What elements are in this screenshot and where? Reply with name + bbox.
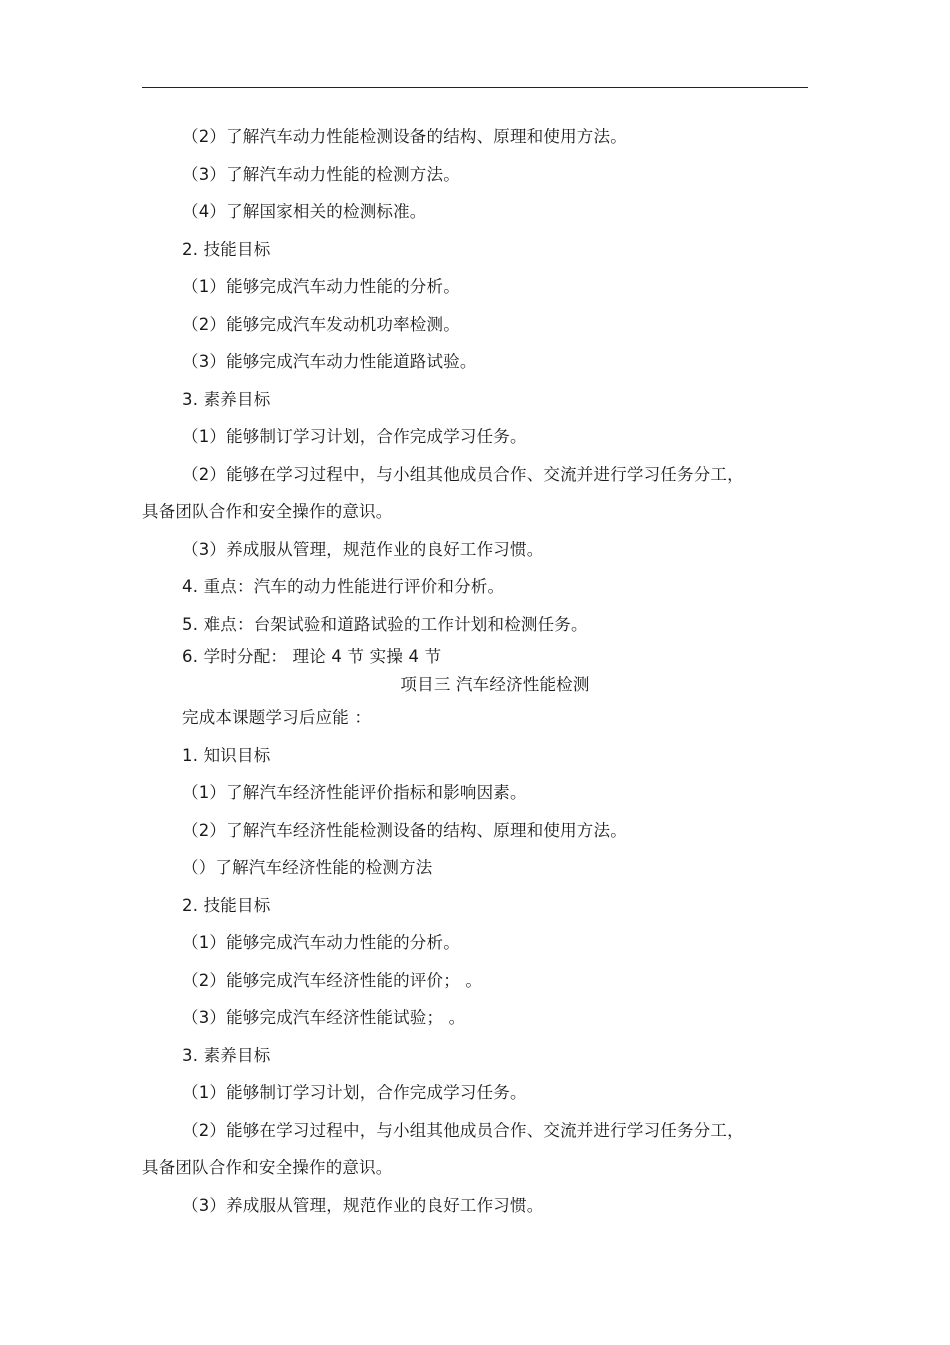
text-line: （3）能够完成汽车经济性能试验； 。	[182, 1008, 466, 1027]
text-line: （1）能够制订学习计划，合作完成学习任务。	[182, 427, 527, 446]
text-line: 2. 技能目标	[182, 239, 271, 259]
text-line: （2）了解汽车动力性能检测设备的结构、原理和使用方法。	[182, 127, 627, 146]
text-line: （2）能够在学习过程中，与小组其他成员合作、交流并进行学习任务分工，	[182, 1120, 744, 1140]
text-line: （3）养成服从管理，规范作业的良好工作习惯。	[182, 539, 544, 559]
text-line: （1）能够完成汽车动力性能的分析。	[182, 277, 460, 296]
text-line: 2. 技能目标	[182, 895, 271, 915]
text-line: （1）能够完成汽车动力性能的分析。	[182, 933, 460, 952]
text-line: （2）了解汽车经济性能检测设备的结构、原理和使用方法。	[182, 820, 627, 840]
text-line: 6. 学时分配： 理论 4 节 实操 4 节	[182, 647, 442, 666]
text-line: （）了解汽车经济性能的检测方法	[182, 858, 433, 877]
text-line: 项目三 汽车经济性能检测	[400, 675, 590, 694]
header-rule	[142, 87, 808, 88]
document-body	[142, 118, 808, 1224]
text-line: 具备团队合作和安全操作的意识。	[142, 502, 393, 521]
text-line: 1. 知识目标	[182, 745, 271, 765]
text-line: 具备团队合作和安全操作的意识。	[142, 1158, 393, 1177]
text-line: （3）了解汽车动力性能的检测方法。	[182, 164, 460, 184]
text-line: 3. 素养目标	[182, 389, 271, 409]
text-line: （1）能够制订学习计划，合作完成学习任务。	[182, 1083, 527, 1102]
text-line: （3）能够完成汽车动力性能道路试验。	[182, 352, 477, 371]
text-line: 5. 难点：台架试验和道路试验的工作计划和检测任务。	[182, 614, 588, 634]
text-line: 3. 素养目标	[182, 1045, 271, 1065]
text-line: （2）能够完成汽车发动机功率检测。	[182, 314, 460, 334]
text-line: 完成本课题学习后应能 ：	[182, 708, 372, 727]
text-line: （2）能够完成汽车经济性能的评价； 。	[182, 970, 483, 990]
text-line: 4. 重点：汽车的动力性能进行评价和分析。	[182, 577, 505, 596]
text-line: （3）养成服从管理，规范作业的良好工作习惯。	[182, 1195, 544, 1215]
text-line: （1）了解汽车经济性能评价指标和影响因素。	[182, 783, 527, 802]
text-line: （4）了解国家相关的检测标准。	[182, 202, 427, 221]
text-line: （2）能够在学习过程中，与小组其他成员合作、交流并进行学习任务分工，	[182, 464, 744, 484]
